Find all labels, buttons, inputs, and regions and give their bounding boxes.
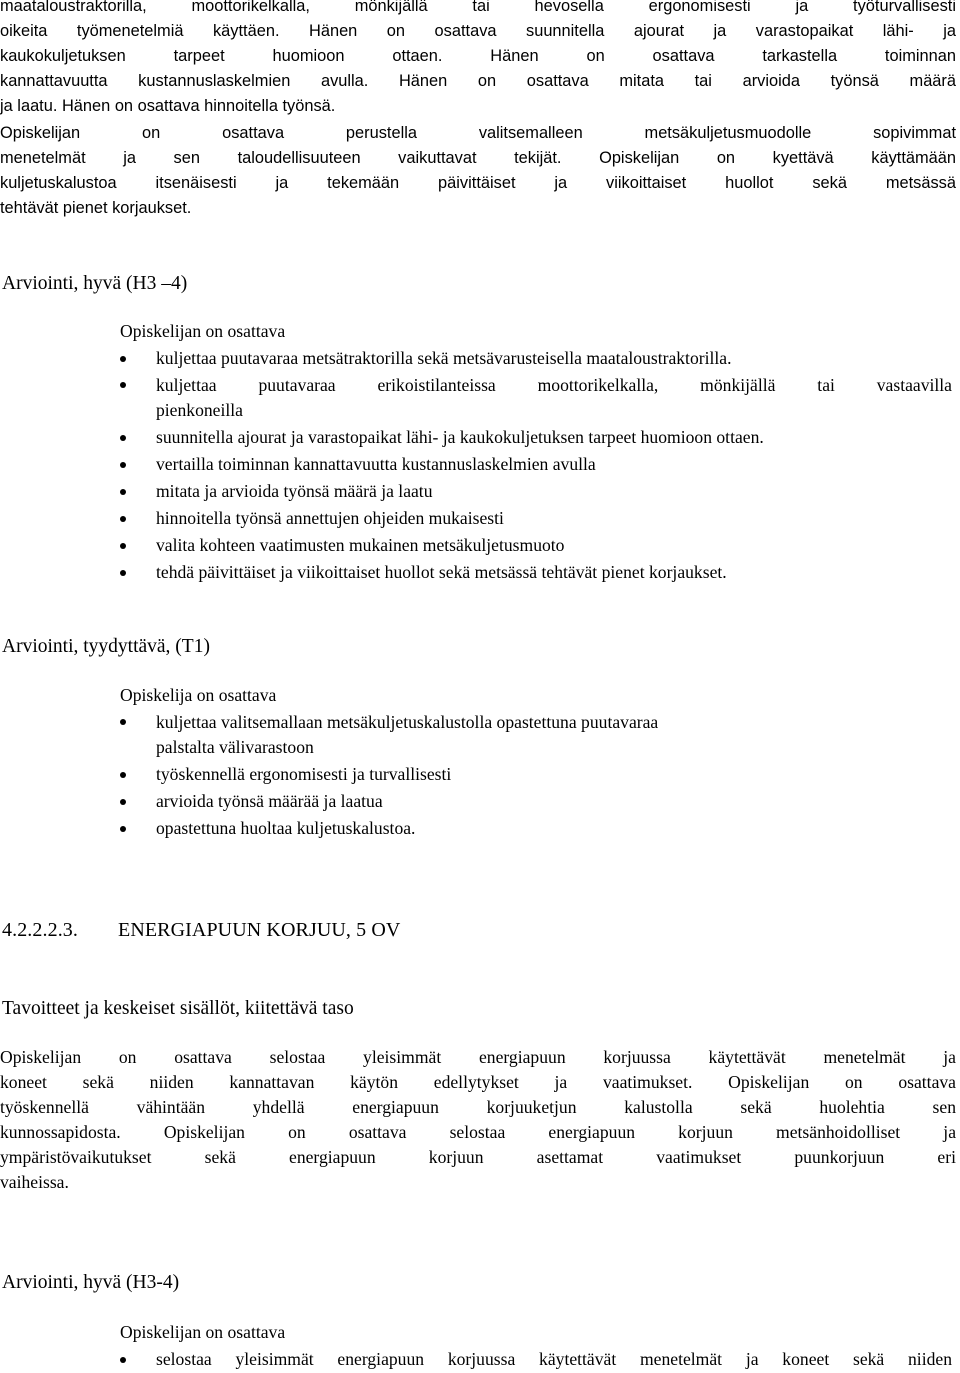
satisfactory-section-body	[0, 683, 956, 842]
bullet-icon	[120, 462, 126, 468]
list-item: valita kohteen vaatimusten mukainen metsäkuljetusmuoto	[120, 532, 952, 559]
bullet-icon	[120, 772, 126, 778]
good-criteria-list	[120, 345, 952, 586]
bullet-icon	[120, 516, 126, 522]
list-item: hinnoitella työnsä annettujen ohjeiden mukaisesti	[120, 505, 952, 532]
paragraph-line: työskennellä vähintään yhdellä energiapuun korjuuketjun kalustolla sekä huolehtia sen	[0, 1097, 956, 1117]
section-intro: Opiskelija on osattava	[120, 685, 277, 705]
section-intro: Opiskelijan on osattava	[120, 321, 286, 341]
paragraph-line: kaukokuljetuksen tarpeet huomioon ottaen. Hänen on osattava tarkastella toiminnan	[0, 47, 956, 65]
paragraph-line: kuljetuskalustoa itsenäisesti ja tekemään päivittäiset ja viikoittaiset huollot sekä metsässä	[0, 174, 956, 192]
section-title-text: ENERGIAPUUN KORJUU, 5 OV	[118, 919, 401, 941]
paragraph-line: ympäristövaikutukset sekä energiapuun korjuun asettamat vaatimukset puunkorjuun eri	[0, 1147, 956, 1167]
bullet-icon	[120, 356, 126, 362]
paragraph-line: Opiskelijan on osattava selostaa yleisimmät energiapuun korjuussa käytettävät menetelmät ja	[0, 1047, 956, 1067]
bullet-icon	[120, 826, 126, 832]
bullet-icon	[120, 543, 126, 549]
bullet-icon	[120, 435, 126, 441]
list-item: kuljettaa puutavaraa metsätraktorilla sekä metsävarusteisella maataloustraktorilla.	[120, 345, 952, 372]
paragraph-line: maataloustraktorilla, moottorikelkalla, mönkijällä tai hevosella ergonomisesti ja työturvallisesti	[0, 0, 956, 15]
list-item: opastettuna huoltaa kuljetuskalustoa.	[120, 815, 952, 842]
bullet-icon	[120, 489, 126, 495]
list-item: kuljettaa valitsemallaan metsäkuljetuskalustolla opastettuna puutavaraa palstalta välivarastoon	[120, 709, 952, 761]
good-section-body	[0, 319, 956, 586]
energy-good-section-body	[0, 1320, 956, 1373]
bullet-icon	[120, 799, 126, 805]
list-item: työskennellä ergonomisesti ja turvallisesti	[120, 761, 952, 788]
list-item: tehdä päivittäiset ja viikoittaiset huollot sekä metsässä tehtävät pienet korjaukset.	[120, 559, 952, 586]
paragraph-line: koneet sekä niiden kannattavan käytön edellytykset ja vaatimukset. Opiskelijan on osattava	[0, 1072, 956, 1092]
bullet-icon	[120, 1357, 126, 1363]
section-heading-energy-good: Arviointi, hyvä (H3-4)	[2, 1272, 180, 1293]
paragraph-line: vaiheissa.	[0, 1172, 69, 1192]
section-number: 4.2.2.2.3.	[2, 919, 78, 941]
paragraph-line: Opiskelijan on osattava perustella valitsemalleen metsäkuljetusmuodolle sopivimmat	[0, 124, 956, 142]
bullet-icon	[120, 570, 126, 576]
satisfactory-criteria-list	[120, 709, 952, 842]
paragraph-line: kunnossapidosta. Opiskelijan on osattava selostaa energiapuun korjuun metsänhoidolliset ja	[0, 1122, 956, 1142]
list-item: kuljettaa puutavaraa erikoistilanteissa moottorikelkalla, mönkijällä tai vastaavilla pienkoneilla	[120, 372, 952, 424]
list-item: selostaa yleisimmät energiapuun korjuussa käytettävät menetelmät ja koneet sekä niiden	[120, 1346, 952, 1373]
second-paragraph	[0, 121, 956, 221]
paragraph-line: oikeita työmenetelmiä käyttäen. Hänen on osattava suunnitella ajourat ja varastopaikat lähi- ja	[0, 22, 956, 40]
section-heading-satisfactory: Arviointi, tyydyttävä, (T1)	[2, 636, 210, 657]
paragraph-line: menetelmät ja sen taloudellisuuteen vaikuttavat tekijät. Opiskelijan on kyettävä käyttämään	[0, 149, 956, 167]
paragraph-line: tehtävät pienet korjaukset.	[0, 199, 192, 217]
section-heading-good: Arviointi, hyvä (H3 –4)	[2, 273, 188, 294]
list-item: mitata ja arvioida työnsä määrä ja laatu	[120, 478, 952, 505]
top-paragraph	[0, 0, 956, 119]
energy-good-criteria-list	[120, 1346, 952, 1373]
bullet-icon	[120, 382, 126, 388]
list-item: vertailla toiminnan kannattavuutta kustannuslaskelmien avulla	[120, 451, 952, 478]
paragraph-line: kannattavuutta kustannuslaskelmien avulla. Hänen on osattava mitata tai arvioida työnsä määrä	[0, 72, 956, 90]
energy-paragraph	[0, 1045, 956, 1195]
list-item: suunnitella ajourat ja varastopaikat lähi- ja kaukokuljetuksen tarpeet huomioon ottaen.	[120, 424, 952, 451]
bullet-icon	[120, 719, 126, 725]
list-item: arvioida työnsä määrää ja laatua	[120, 788, 952, 815]
paragraph-line: ja laatu. Hänen on osattava hinnoitella työnsä.	[0, 97, 336, 115]
section-title	[2, 917, 400, 943]
subheading-objectives: Tavoitteet ja keskeiset sisällöt, kiitettävä taso	[2, 998, 354, 1019]
section-intro: Opiskelijan on osattava	[120, 1322, 286, 1342]
